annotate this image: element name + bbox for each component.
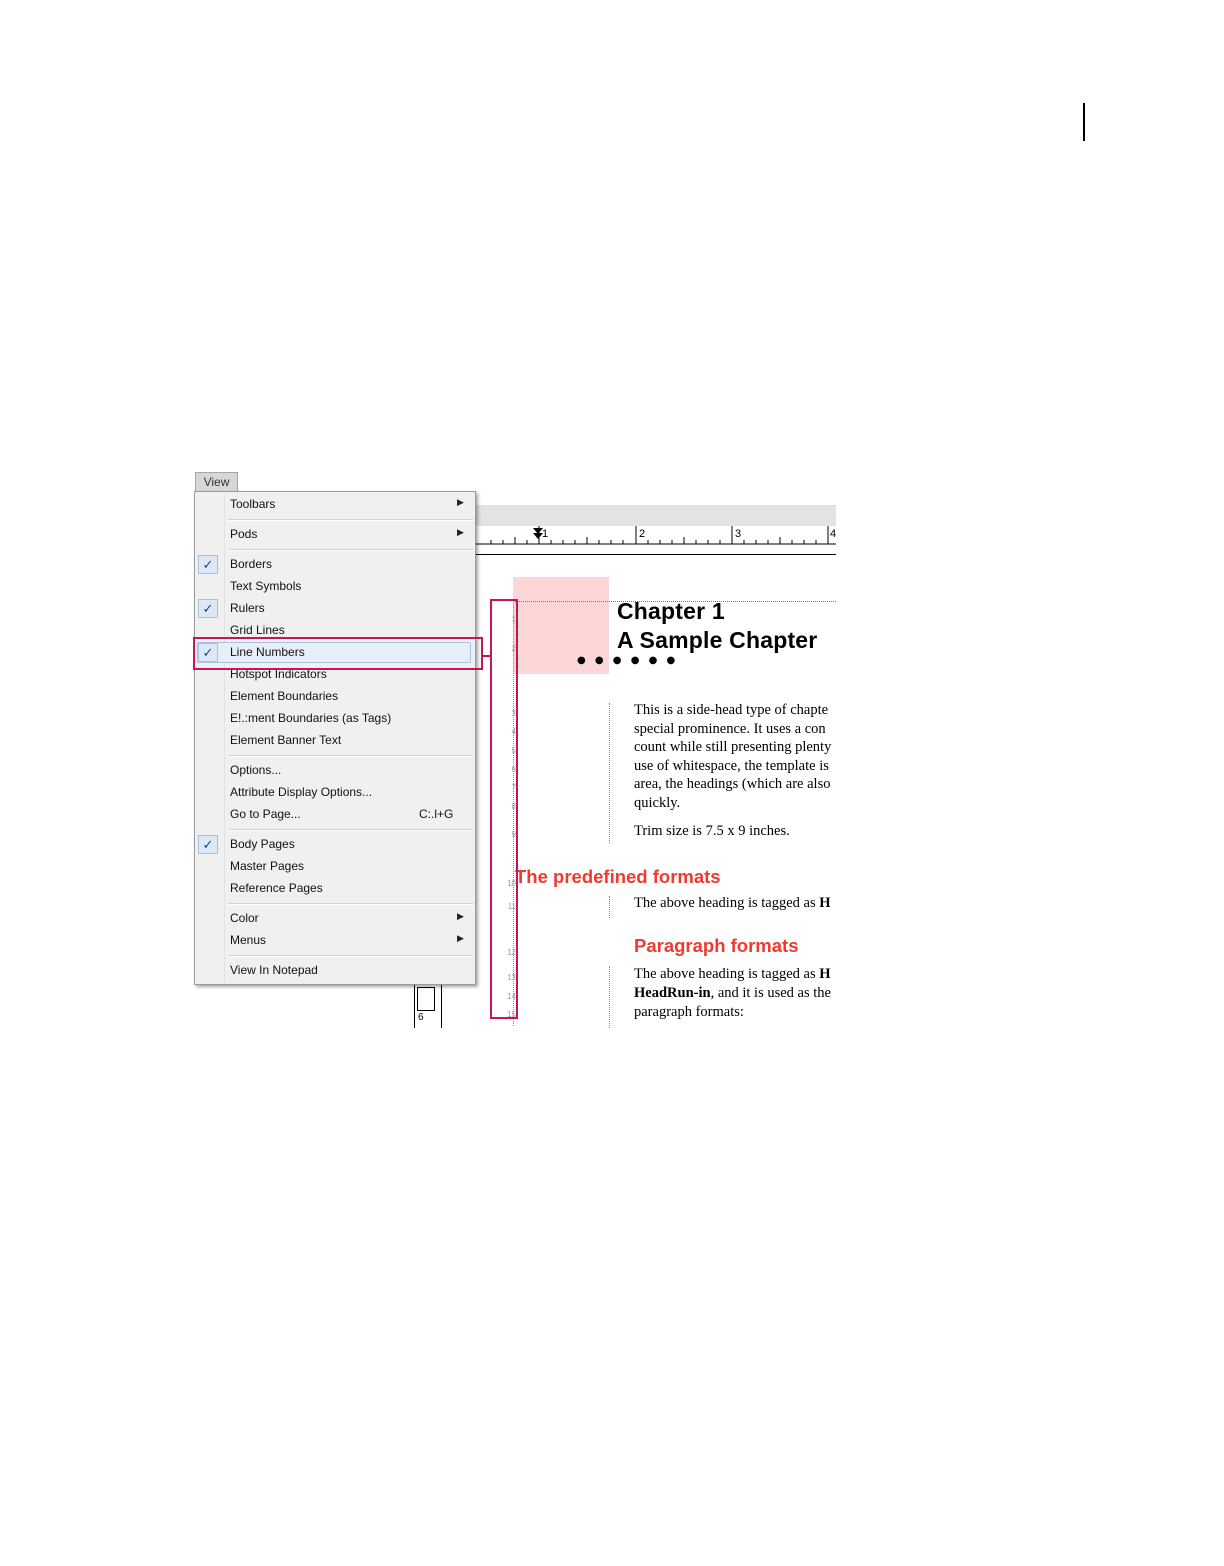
line-number: 15 — [507, 1010, 516, 1019]
menu-item-label: Hotspot Indicators — [230, 667, 327, 681]
paragraph-formats-heading: Paragraph formats — [634, 935, 799, 956]
ruler-number: 4 — [830, 528, 836, 540]
document-toolbar — [473, 505, 836, 527]
line-number: 8 — [511, 802, 516, 811]
menu-item-go-to-page[interactable] — [195, 804, 475, 826]
line-number: 12 — [507, 948, 516, 957]
menu-item-label: E!.:ment Boundaries (as Tags) — [230, 711, 392, 725]
view-menu-title[interactable]: View — [195, 472, 238, 492]
body-text-line: special prominence. It uses a con — [634, 721, 826, 737]
ruler-ticks — [473, 526, 836, 554]
menu-item-label: Master Pages — [230, 859, 305, 873]
menu-item-label: Menus — [230, 933, 267, 947]
chapter-title-heading: A Sample Chapter — [617, 627, 818, 653]
ruler-number: 6 — [418, 1012, 424, 1023]
menu-item-label: Rulers — [230, 601, 265, 615]
menu-item-label: Grid Lines — [230, 623, 285, 637]
submenu-arrow-icon: ▶ — [457, 527, 464, 537]
menu-separator — [228, 519, 473, 521]
checkmark-icon: ✓ — [198, 555, 218, 574]
menu-item-shortcut: C:.l+G — [419, 807, 454, 821]
body-text-line: The above heading is tagged as H — [634, 966, 831, 982]
line-number: 5 — [511, 746, 516, 755]
line-number: 7 — [511, 783, 516, 792]
line-numbers-menu-callout — [193, 637, 483, 670]
line-number: 14 — [507, 992, 516, 1001]
menu-item-label: Attribute Display Options... — [230, 785, 373, 799]
line-number: 6 — [511, 765, 516, 774]
line-number: 9 — [511, 830, 516, 839]
submenu-arrow-icon: ▶ — [457, 497, 464, 507]
menu-item-label: Body Pages — [230, 837, 295, 851]
trim-size-line: Trim size is 7.5 x 9 inches. — [634, 823, 790, 839]
menu-item-label: Reference Pages — [230, 881, 323, 895]
menu-item-options[interactable] — [195, 760, 475, 782]
menu-item-label: Options... — [230, 763, 282, 777]
menu-item-label: Color — [230, 911, 259, 925]
menu-item-body-pages[interactable] — [195, 834, 475, 856]
body-text-line: This is a side-head type of chapte — [634, 702, 829, 718]
menu-item-element-banner-text[interactable] — [195, 730, 475, 752]
menu-item-attribute-display-options[interactable] — [195, 782, 475, 804]
ruler-number: 1 — [542, 528, 549, 540]
vertical-ruler-frame — [414, 985, 442, 1028]
body-text-line: HeadRun-in, and it is used as the — [634, 985, 831, 1001]
menu-separator — [228, 829, 473, 831]
checkmark-icon: ✓ — [198, 599, 218, 618]
predefined-formats-heading: The predefined formats — [515, 866, 721, 887]
ruler-number: 3 — [735, 528, 742, 540]
menu-item-text-symbols[interactable] — [195, 576, 475, 598]
line-numbers-callout — [490, 599, 518, 1019]
line-number: 2 — [511, 644, 516, 653]
submenu-arrow-icon: ▶ — [457, 911, 464, 921]
menu-separator — [228, 955, 473, 957]
menu-item-label: Line Numbers — [230, 645, 305, 659]
menu-item-label: Element Banner Text — [230, 733, 342, 747]
menu-item-view-in-notepad[interactable] — [195, 960, 475, 982]
checkmark-icon: ✓ — [198, 643, 218, 662]
checkmark-icon: ✓ — [198, 835, 218, 854]
menu-item-rulers[interactable] — [195, 598, 475, 620]
menu-item-label: View In Notepad — [230, 963, 318, 977]
menu-item-label: Go to Page... — [230, 807, 301, 821]
chapter-number-heading: Chapter 1 — [617, 598, 725, 624]
body-text-line: count while still presenting plenty — [634, 739, 832, 755]
menu-item-toolbars[interactable] — [195, 494, 475, 516]
menu-item-pods[interactable] — [195, 524, 475, 546]
menu-separator — [228, 755, 473, 757]
ruler-number: 2 — [639, 528, 646, 540]
menu-item-master-pages[interactable] — [195, 856, 475, 878]
menu-item-reference-pages[interactable] — [195, 878, 475, 900]
body-text-line: The above heading is tagged as H — [634, 895, 831, 911]
submenu-arrow-icon: ▶ — [457, 933, 464, 943]
menu-item-color[interactable] — [195, 908, 475, 930]
callout-connector — [483, 655, 490, 657]
body-text-line: use of whitespace, the template is — [634, 758, 829, 774]
line-number: 10 — [507, 879, 516, 888]
menu-item-label: Text Symbols — [230, 579, 302, 593]
line-number: 3 — [511, 709, 516, 718]
line-number: 1 — [511, 615, 516, 624]
body-text-line: quickly. — [634, 795, 681, 811]
ruler-box — [417, 987, 435, 1011]
horizontal-ruler[interactable] — [473, 526, 836, 555]
menu-item-label: Pods — [230, 527, 258, 541]
menu-separator — [228, 903, 473, 905]
line-number: 11 — [507, 902, 516, 911]
document-page[interactable] — [473, 577, 836, 1037]
menu-separator — [228, 549, 473, 551]
menu-item-label: Borders — [230, 557, 273, 571]
body-text-line: area, the headings (which are also — [634, 776, 831, 792]
line-number: 13 — [507, 973, 516, 982]
menu-item-menus[interactable] — [195, 930, 475, 952]
menu-item-label: Toolbars — [230, 497, 276, 511]
menu-item-element-boundaries[interactable] — [195, 686, 475, 708]
body-text-line: paragraph formats: — [634, 1004, 744, 1020]
page-header-rule — [1083, 103, 1085, 141]
menu-item-element-boundaries-tags[interactable] — [195, 708, 475, 730]
menu-item-label: Element Boundaries — [230, 689, 339, 703]
line-number: 4 — [511, 727, 516, 736]
menu-item-borders[interactable] — [195, 554, 475, 576]
view-menu — [194, 491, 476, 985]
chapter-bullets: ● ● ● ● ● ● — [577, 655, 679, 666]
